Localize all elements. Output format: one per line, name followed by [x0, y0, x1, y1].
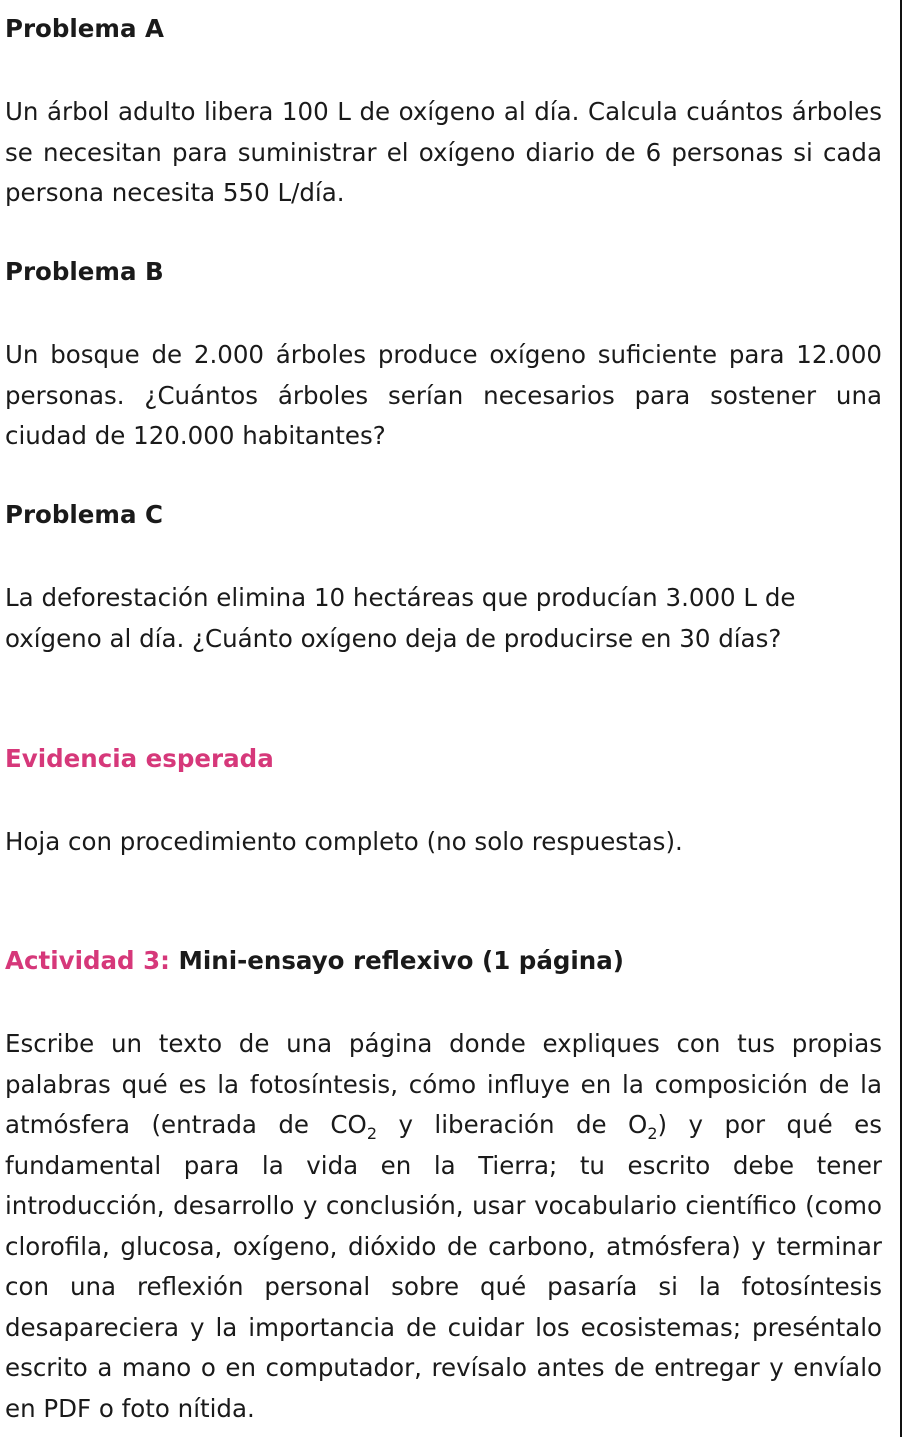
o2-formula: $O_2$ [628, 1110, 658, 1143]
problem-b-body [5, 335, 882, 457]
co2-formula: $CO_2$ [330, 1110, 378, 1143]
activity-text-part2: y liberación de [377, 1110, 629, 1139]
activity-name: Mini-ensayo reflexivo (1 página) [169, 946, 624, 975]
activity-text-part1: Escribe un texto de una página donde expliques con tus propias palabras qué es la fotosíntesis, cómo influye en la composición de la atmósfera (entrada de [5, 1029, 882, 1139]
problem-c-body [5, 578, 882, 659]
problem-c-section [5, 500, 882, 530]
activity-title [5, 946, 882, 976]
problem-b-text: Un bosque de 2.000 árboles produce oxígeno suficiente para 12.000 personas. ¿Cuántos árboles serían necesarios para sostener una ciudad de 120.000 habitantes? [5, 340, 882, 450]
problem-c-title: Problema C [5, 500, 163, 529]
problem-a-body [5, 92, 882, 214]
problem-a-title: Problema A [5, 14, 164, 43]
evidence-body [5, 822, 882, 863]
activity-text [5, 1024, 882, 1429]
activity-section [5, 946, 882, 976]
activity-number: Actividad 3: [5, 946, 170, 975]
evidence-title: Evidencia esperada [5, 744, 274, 773]
problem-b-section [5, 257, 882, 287]
activity-body [5, 1024, 882, 1429]
page-border-line [900, 0, 902, 1437]
evidence-text: Hoja con procedimiento completo (no solo respuestas). [5, 827, 683, 856]
problem-a-section [5, 14, 882, 44]
evidence-section [5, 744, 882, 774]
problem-a-text: Un árbol adulto libera 100 L de oxígeno al día. Calcula cuántos árboles se necesitan para suministrar el oxígeno diario de 6 personas si cada persona necesita 550 L/día. [5, 97, 882, 207]
problem-b-title: Problema B [5, 257, 164, 286]
activity-text-part3: ) y por qué es fundamental para la vida en la Tierra; tu escrito debe tener introducción, desarrollo y conclusión, usar vocabulario científico (como clorofila, glucosa, oxígeno, dióxido de carbono, atmósfera) y terminar con una reflexión personal sobre qué pasaría si la fotosíntesis desapareciera y la importancia de cuidar los ecosistemas; preséntalo escrito a mano o en computador, revísalo antes de entregar y envíalo en PDF o foto nítida. [5, 1110, 882, 1423]
problem-c-text: La deforestación elimina 10 hectáreas que producían 3.000 L de oxígeno al día. ¿Cuánto oxígeno deja de producirse en 30 días? [5, 583, 796, 653]
